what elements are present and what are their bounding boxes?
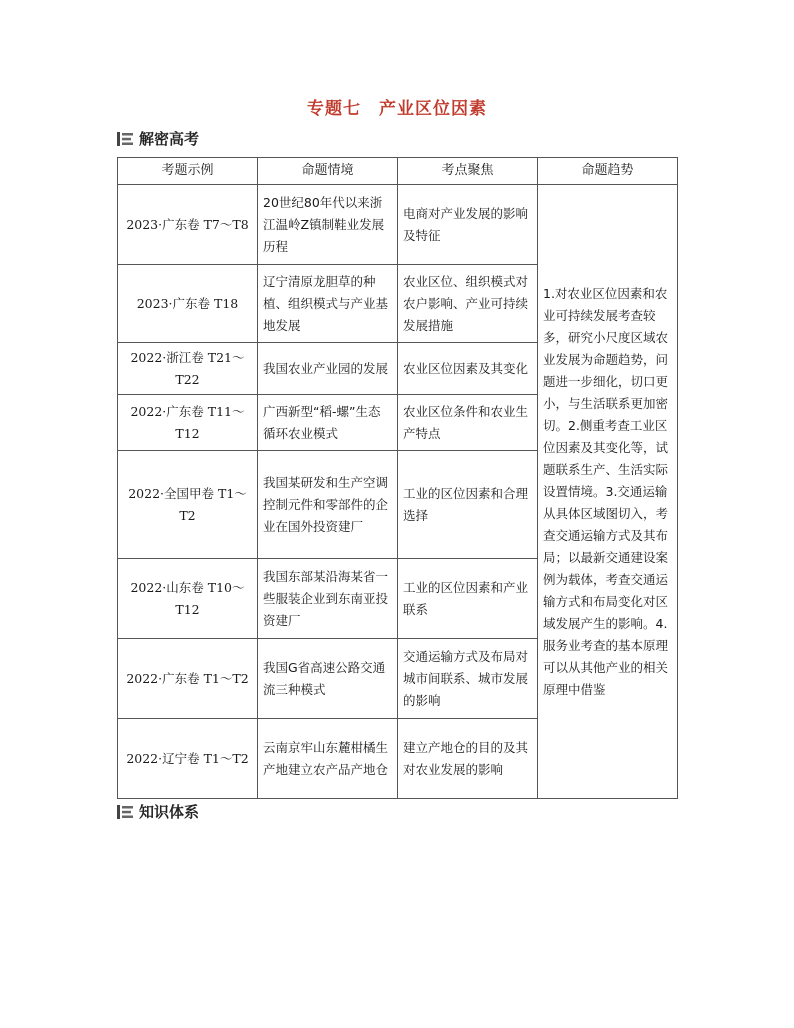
example-cell: 2022·山东卷 T10～T12	[118, 559, 258, 639]
page-title: 专题七 产业区位因素	[307, 99, 487, 119]
example-cell: 2022·辽宁卷 T1～T2	[118, 719, 258, 799]
situation-cell: 20世纪80年代以来浙江温岭Z镇制鞋业发展历程	[258, 185, 398, 265]
header-focus: 考点聚焦	[398, 158, 538, 185]
focus-cell: 工业的区位因素和产业联系	[398, 559, 538, 639]
focus-cell: 电商对产业发展的影响及特征	[398, 185, 538, 265]
example-cell: 2022·浙江卷 T21～T22	[118, 343, 258, 395]
header-trend: 命题趋势	[538, 158, 678, 185]
exam-table	[117, 157, 678, 799]
situation-cell: 我国农业产业园的发展	[258, 343, 398, 395]
section-heading-exam	[117, 128, 199, 149]
section-label: 知识体系	[139, 803, 200, 821]
situation-cell: 我国G省高速公路交通流三种模式	[258, 639, 398, 719]
situation-cell: 辽宁清原龙胆草的种植、组织模式与产业基地发展	[258, 265, 398, 343]
focus-cell: 交通运输方式及布局对城市间联系、城市发展的影响	[398, 639, 538, 719]
focus-cell: 农业区位条件和农业生产特点	[398, 395, 538, 451]
table-row	[118, 185, 678, 265]
situation-cell: 我国某研发和生产空调控制元件和零部件的企业在国外投资建厂	[258, 451, 398, 559]
focus-cell: 建立产地仓的目的及其对农业发展的影响	[398, 719, 538, 799]
table-header-row	[118, 158, 678, 185]
example-cell: 2023·广东卷 T7～T8	[118, 185, 258, 265]
situation-cell: 广西新型“稻-螺”生态循环农业模式	[258, 395, 398, 451]
situation-cell: 云南京牢山东麓柑橘生产地建立农产品产地仓	[258, 719, 398, 799]
trend-cell: 1.对农业区位因素和农业可持续发展考查较多，研究小尺度区域农业发展为命题趋势，问题进一步细化，切口更小，与生活联系更加密切。2.侧重考查工业区位因素及其变化等，试题联系生产、生活实际设置情境。3.交通运输从具体区域图切入，考查交通运输方式及其布局；以最新交通建设案例为载体，考查交通运输方式和布局变化对区域发展产生的影响。4.服务业考查的基本原理可以从其他产业的相关原理中借鉴	[538, 185, 678, 799]
header-example: 考题示例	[118, 158, 258, 185]
header-situation: 命题情境	[258, 158, 398, 185]
focus-cell: 农业区位因素及其变化	[398, 343, 538, 395]
section-heading-knowledge	[117, 801, 199, 822]
section-label: 解密高考	[139, 130, 200, 148]
example-cell: 2022·全国甲卷 T1～T2	[118, 451, 258, 559]
list-bars-icon	[117, 805, 133, 819]
situation-cell: 我国东部某沿海某省一些服装企业到东南亚投资建厂	[258, 559, 398, 639]
example-cell: 2022·广东卷 T11～T12	[118, 395, 258, 451]
example-cell: 2022·广东卷 T1～T2	[118, 639, 258, 719]
focus-cell: 工业的区位因素和合理选择	[398, 451, 538, 559]
list-bars-icon	[117, 132, 133, 146]
example-cell: 2023·广东卷 T18	[118, 265, 258, 343]
focus-cell: 农业区位、组织模式对农户影响、产业可持续发展措施	[398, 265, 538, 343]
